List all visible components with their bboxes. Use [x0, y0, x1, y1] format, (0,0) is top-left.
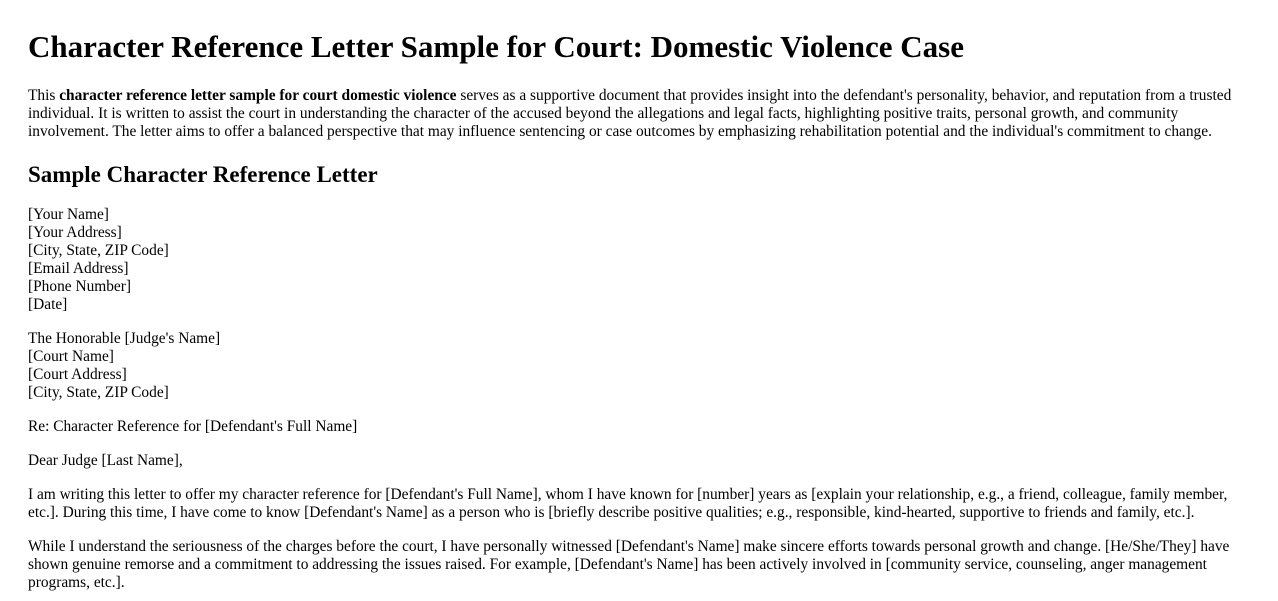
section-heading: Sample Character Reference Letter: [28, 162, 378, 187]
letter-paragraph-2: While I understand the seriousness of the charges before the court, I have personally witnessed [Defendant's Name] make sincere efforts towards personal growth and change. [He/She/They] have shown genuine remorse and a commitment to addressing the issues raised. For example, [Defendant's Name] has been actively involved in [community service, counseling, anger management programs, etc.].: [28, 538, 1230, 591]
sender-name: [Your Name]: [28, 206, 109, 223]
intro-paragraph: [28, 87, 1250, 141]
intro-text-before: This: [28, 87, 60, 104]
letter-paragraph-1: I am writing this letter to offer my character reference for [Defendant's Full Name], whom I have known for [number] years as [explain your relationship, e.g., a friend, colleague, family member, etc.]. During this time, I have come to know [Defendant's Name] as a person who is [briefly describe positive qualities; e.g., responsible, kind-hearted, supportive to friends and family, etc.].: [28, 486, 1228, 521]
recipient-city: [City, State, ZIP Code]: [28, 384, 169, 401]
intro-bold-keyword: character reference letter sample for court domestic violence: [59, 87, 457, 104]
subject-text: Re: Character Reference for [Defendant's Full Name]: [28, 418, 358, 435]
page-title: Character Reference Letter Sample for Court: Domestic Violence Case: [28, 29, 965, 64]
salutation-text: Dear Judge [Last Name],: [28, 452, 183, 469]
letter-date: [Date]: [28, 296, 68, 313]
intro-text-after: serves as a supportive document that provides insight into the defendant's personality, behavior, and reputation from a trusted individual. It is written to assist the court in understanding the character of the accused beyond the allegations and legal facts, highlighting positive traits, personal growth, and community involvement. The letter aims to offer a balanced perspective that may influence sentencing or case outcomes by emphasizing rehabilitation potential and the individual's commitment to change.: [28, 87, 1232, 140]
sender-phone: [Phone Number]: [28, 278, 132, 295]
recipient-judge: The Honorable [Judge's Name]: [28, 330, 221, 347]
recipient-address-block: [28, 330, 1250, 402]
sender-address: [Your Address]: [28, 224, 122, 241]
recipient-court-name: [Court Name]: [28, 348, 114, 365]
sender-city: [City, State, ZIP Code]: [28, 242, 169, 259]
recipient-court-address: [Court Address]: [28, 366, 127, 383]
subject-line: [28, 418, 1250, 436]
sender-email: [Email Address]: [28, 260, 129, 277]
sender-address-block: [28, 206, 1250, 314]
salutation: [28, 452, 1250, 470]
